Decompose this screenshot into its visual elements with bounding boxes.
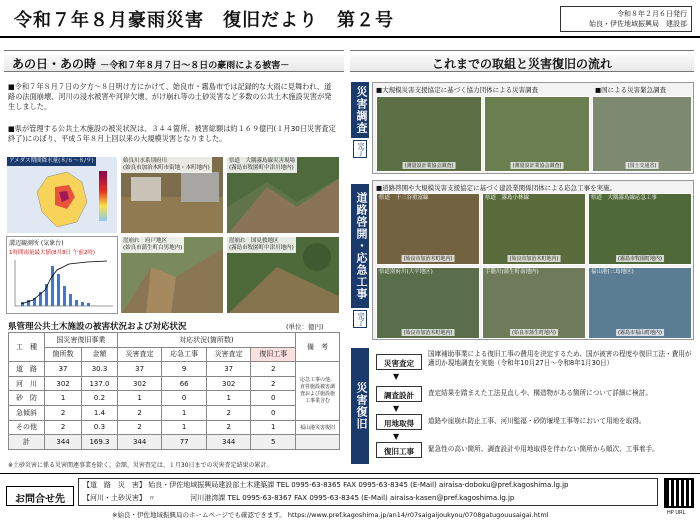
rainfall-chart	[6, 236, 118, 314]
cell-count: 2	[45, 420, 82, 435]
col-survey: 災害査定	[206, 347, 251, 362]
cell-survey: 2	[206, 405, 251, 420]
damage-table-wrapper	[8, 332, 340, 450]
contact-row-road	[83, 479, 653, 492]
table-row	[9, 362, 340, 377]
cell-start: 0	[251, 405, 296, 420]
emergency-photo-3-title: 県道 大隅霧島線応急工事	[591, 195, 658, 201]
down-arrow-icon: ▼	[393, 372, 400, 381]
rainfall-chart-caption: 溝辺観測所 (気象台)	[9, 240, 64, 247]
stage-emergency-panel	[372, 180, 694, 340]
cell-emergency: 66	[162, 376, 207, 391]
emergency-photo-3-caption: (霧島市牧園町地内)	[618, 256, 662, 262]
emergency-photo-1	[376, 193, 480, 265]
step-assessment-text: 国庫補助事業による復旧工事の費用を決定するため、国が被害の程度や復旧工法・費用が適切か現地調査を実施（令和年10月27日～令和8年1月30日）	[428, 350, 692, 367]
cell-survey: 1	[206, 391, 251, 406]
table-row	[9, 376, 340, 391]
col-note: 備 考	[296, 333, 340, 362]
cell-type: 砂 防	[9, 391, 45, 406]
cell-survey: 344	[206, 435, 251, 450]
stage-emergency-heading: ■道路啓開や大規模災害支援協定に基づく建設業関係団体による応急工事を実施。	[376, 184, 617, 192]
cell-type: 急傾斜	[9, 405, 45, 420]
col-count: 箇所数	[45, 347, 82, 362]
contact-river-dept: 【河川・土砂災害】	[83, 494, 146, 502]
stage-survey-panel	[372, 82, 694, 174]
emergency-photo-6-title: 福山港(三島地区)	[591, 269, 634, 275]
cell-amount: 137.0	[82, 376, 118, 391]
emergency-photo-5-title: 手籠川(蒲生町南地内)	[485, 269, 539, 275]
step-land: 用地取得	[376, 414, 422, 430]
emergency-photo-6-caption: (霧島市福山町地内)	[618, 330, 662, 336]
cell-emergency: 9	[162, 362, 207, 377]
photo-osumi-kirishima-road	[226, 156, 340, 234]
table-footnote: ※土砂災害に係る災害関連事業を除く。金額、災害査定は、１月30日までの災害査定結果の累計。	[8, 462, 273, 469]
contact-road-fax: FAX 0995-63-8345	[343, 481, 408, 489]
cell-assess: 344	[117, 435, 162, 450]
cell-type: 道 路	[9, 362, 45, 377]
stage-label-survey: 災害調査	[351, 82, 369, 138]
issue-info-box	[560, 6, 692, 32]
cell-amount: 1.4	[82, 405, 118, 420]
step-land-text: 道路や崖崩れ防止工事、河川監福・砂防堰堤工事等において用地を取得。	[428, 417, 646, 425]
rainfall-bar-graphic	[7, 256, 117, 312]
col-amount: 金額	[82, 347, 118, 362]
qr-label: HP URL	[667, 510, 686, 516]
damage-table-unit: (単位：億円)	[286, 323, 324, 331]
table-row	[9, 405, 340, 420]
cell-type: 計	[9, 435, 45, 450]
cell-emergency: 0	[162, 391, 207, 406]
homepage-note-text: ※始良・伊佐地域振興局のホームページでも確認できます。	[112, 511, 286, 519]
damage-table-title: 県管理公共土木施設の被害状況および対応状況	[8, 322, 187, 332]
issue-date: 令和８年２月６日発行	[617, 10, 687, 18]
intro-paragraph-2: ■県が管理する公共土木施設の被災状況は、３４４箇所、被害総額は約１６９億円(１月30日災害査定終了)にのぼり、平成５年８月上回以来の大規模災害となりました。	[8, 124, 336, 143]
emergency-photo-5-caption: (始良市蒲生町地内)	[512, 330, 556, 336]
photo-kunimi-district	[226, 236, 340, 314]
contact-river-tel: TEL 0995-63-8367	[227, 494, 292, 502]
emergency-photo-5	[482, 267, 586, 339]
cell-count: 1	[45, 391, 82, 406]
cell-start: 2	[251, 376, 296, 391]
contact-river-fax: FAX 0995-63-8345	[294, 494, 359, 502]
contact-row-river	[83, 492, 653, 505]
emergency-photo-2-title: 県道 霧島小林線	[485, 195, 530, 201]
down-arrow-icon: ▼	[393, 432, 400, 441]
step-design-text: 査定結果を踏まえた工法見直しや、構造物がある箇所について詳細に検討。	[428, 389, 652, 397]
photo-futo-district	[120, 236, 224, 314]
contact-box	[78, 478, 658, 506]
table-total-row	[9, 435, 340, 450]
cell-survey: 2	[206, 420, 251, 435]
col-damage: 国災害復旧事業	[45, 333, 118, 348]
table-row	[9, 391, 340, 406]
stage-label-emergency: 道路啓開・応急工事	[351, 184, 369, 308]
stage-survey-heading: ■大規模災害支援協定に基づく協力団体による災害調査	[376, 86, 539, 94]
cell-count: 302	[45, 376, 82, 391]
emergency-photo-2-caption: (始良市加治木町地内)	[509, 256, 559, 262]
emergency-photo-3	[588, 193, 692, 265]
step-design: 調査設計	[376, 386, 422, 402]
damage-table	[8, 332, 340, 450]
emergency-photo-6	[588, 267, 692, 339]
left-section-heading: あの日・あの時	[12, 57, 97, 71]
emergency-photo-1-caption: (始良市加治木町地内)	[403, 256, 453, 262]
col-assess: 災害査定	[117, 347, 162, 362]
page-header	[0, 0, 700, 36]
survey-photo-1	[376, 96, 482, 172]
publisher: 始良・伊佐地域振興局 建設部	[589, 20, 687, 28]
cell-survey: 37	[206, 362, 251, 377]
emergency-photo-4	[376, 267, 480, 339]
survey-photo-3	[592, 96, 692, 172]
cell-count: 37	[45, 362, 82, 377]
rainfall-map	[6, 156, 118, 234]
left-section-title	[4, 50, 344, 72]
cell-amount: 0.2	[82, 391, 118, 406]
cell-assess: 37	[117, 362, 162, 377]
step-construction-text: 緊急性の高い箇所、調査設計や用地取得を伴わない箇所から順次、工事着手。	[428, 445, 659, 453]
contact-river-org: 〃 河川港湾課	[148, 494, 226, 502]
contact-road-email[interactable]: (E-Mail) airaisa-doboku@pref.kagoshima.lg.jp	[410, 481, 569, 489]
survey-photo-2-caption: (測量設計業協会調査)	[512, 163, 562, 169]
col-start: 復旧工事	[251, 347, 296, 362]
emergency-photo-2	[482, 193, 586, 265]
cell-count: 2	[45, 405, 82, 420]
cell-note-a: 応急工事の他、直営施設被害調査および施設施工事業含む	[296, 362, 340, 420]
down-arrow-icon: ▼	[393, 404, 400, 413]
cell-amount: 169.3	[82, 435, 118, 450]
contact-road-org: 始良・伊佐地域振興局建設部土木建築課	[148, 481, 275, 489]
contact-road-dept: 【道 路 災 害】	[83, 481, 146, 489]
header-divider	[0, 36, 700, 38]
cell-survey: 302	[206, 376, 251, 391]
cell-emergency: 1	[162, 420, 207, 435]
survey-photo-3-caption: (国土交通省)	[627, 163, 657, 169]
rainfall-map-graphic	[7, 157, 118, 234]
cell-start: 2	[251, 362, 296, 377]
photo-beppu-river	[120, 156, 224, 234]
cell-type: その他	[9, 420, 45, 435]
survey-photo-2	[484, 96, 590, 172]
cell-emergency: 77	[162, 435, 207, 450]
page-title: 令和７年８月豪雨災害 復旧だより 第２号	[14, 10, 394, 31]
survey-photo-1-caption: (測量設計業協会調査)	[404, 163, 454, 169]
cell-amount: 30.3	[82, 362, 118, 377]
step-assessment: 災害査定	[376, 354, 422, 370]
contact-road-tel: TEL 0995-63-8365	[276, 481, 341, 489]
stage-label-recovery: 災害復旧	[351, 348, 369, 464]
cell-type: 河 川	[9, 376, 45, 391]
cell-emergency: 1	[162, 405, 207, 420]
cell-amount: 0.3	[82, 420, 118, 435]
right-section-title: これまでの取組と災害復旧の流れ	[350, 50, 694, 72]
emergency-photo-1-title: 県道 十三谷重富線	[379, 195, 429, 201]
cell-start: 0	[251, 391, 296, 406]
contact-river-email[interactable]: (E-Mail) airaisa-kasen@pref.kagoshima.lg.jp	[361, 494, 515, 502]
cell-assess: 302	[117, 376, 162, 391]
stage-emergency-done-badge: 完了	[353, 310, 367, 328]
cell-note-empty	[296, 435, 340, 450]
cell-note-b: 福山港災害復旧	[296, 420, 340, 435]
col-response: 対応状況(箇所数)	[117, 333, 295, 348]
left-section-subtitle: －令和７年８月７日～８日の豪雨による被害－	[100, 61, 290, 71]
qr-code-icon[interactable]	[664, 478, 694, 508]
stage-survey-done-badge: 完了	[353, 140, 367, 158]
cell-assess: 1	[117, 391, 162, 406]
photo-beppu-river-caption: 始良川水系別府川 (始良市加治木町市街地・本町地内)	[123, 158, 210, 171]
stage-survey-heading-2: ■国による災害緊急調査	[595, 86, 667, 94]
rainfall-chart-note: 1時間雨量最大値(8月8日 午前2時)	[9, 250, 96, 256]
col-type: 工 種	[9, 333, 45, 362]
contact-label: お問合せ先	[6, 486, 74, 506]
photo-futo-caption: 崖崩れ 府戸地区 (始良市蒲生町白男地内)	[123, 238, 183, 251]
cell-assess: 2	[117, 405, 162, 420]
homepage-url-link[interactable]: https://www.pref.kagoshima.jp/an14/r07saigaijoukyou/0708gatugouusaigai.html	[287, 511, 549, 519]
cell-start: 1	[251, 420, 296, 435]
step-construction: 復旧工事	[376, 442, 422, 458]
col-emergency: 応急工事	[162, 347, 207, 362]
homepage-note	[112, 510, 548, 519]
rainfall-map-caption: アメダス期間降水量(８/６～８/９)	[9, 158, 94, 164]
photo-osumi-kirishima-caption: 県道 大隅霧島線災害現場 (霧島市牧園町中津川地内)	[229, 158, 296, 171]
cell-assess: 2	[117, 420, 162, 435]
emergency-photo-4-title: 県道別府川(大平地区)	[379, 269, 433, 275]
emergency-photo-4-caption: (始良市加治木町地内)	[403, 330, 453, 336]
intro-paragraph-1: ■令和７年８月７日の夕方～８日明け方にかけて、始良市・霧島市では記録的な大雨に見舞われ、道路の法面崩壊、河川の浸水被害や河岸欠壊、がけ崩れ等の土砂災害など多数の公共土木施設災害が発生しました。	[8, 82, 332, 111]
photo-kunimi-caption: 崖崩れ 国見救地区 (霧島市牧園町中津川地内)	[229, 238, 294, 251]
footer-divider	[0, 473, 700, 474]
cell-start: 5	[251, 435, 296, 450]
table-row	[9, 420, 340, 435]
cell-count: 344	[45, 435, 82, 450]
